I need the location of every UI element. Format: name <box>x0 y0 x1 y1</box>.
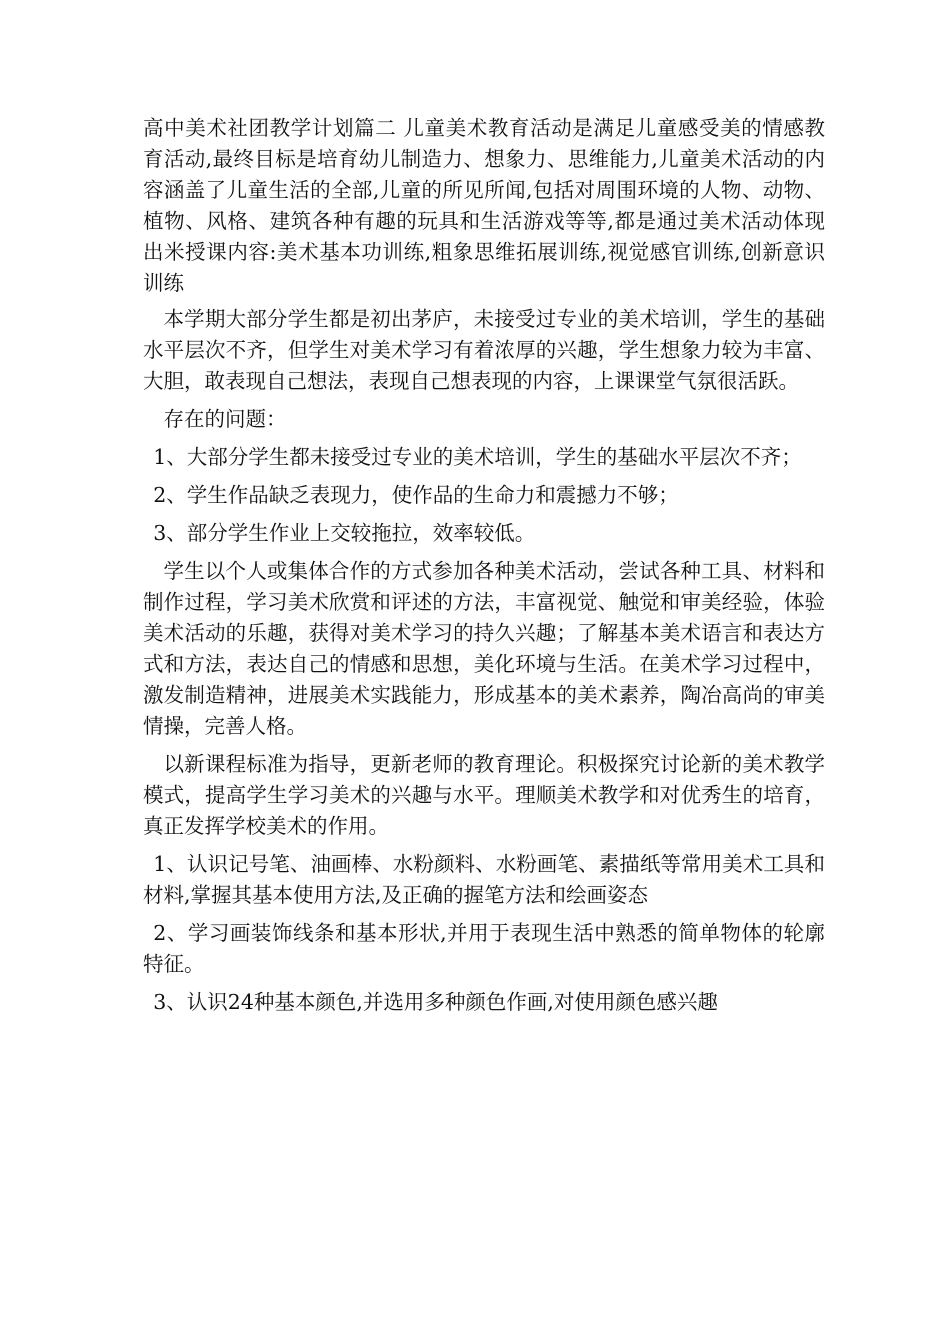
problem-item-3: 3、部分学生作业上交较拖拉，效率较低。 <box>153 521 536 545</box>
problem-item-2: 2、学生作品缺乏表现力，使作品的生命力和震撼力不够； <box>153 483 679 507</box>
document-body <box>143 113 825 1025</box>
intro-paragraph: 高中美术社团教学计划篇二 儿童美术教育活动是满足儿童感受美的情感教育活动,最终目标是培育幼儿制造力、想象力、思维能力,儿童美术活动的内容涵盖了儿童生活的全部,儿童的所见所闻,包括对周围环境的人物、动物、植物、风格、建筑各种有趣的玩具和生活游戏等等,都是通过美术活动体现出米授课内容:美术基本功训练,粗象思维拓展训练,视觉感官训练,创新意识训练 <box>143 116 825 295</box>
guidance-paragraph: 以新课程标准为指导，更新老师的教育理论。积极探究讨论新的美术教学模式，提高学生学习美术的兴趣与水平。理顺美术教学和对优秀生的培育，真正发挥学校美术的作用。 <box>143 752 825 838</box>
task-item-1: 1、认识记号笔、油画棒、水粉颜料、水粉画笔、素描纸等常用美术工具和材料,掌握其基本使用方法,及正确的握笔方法和绘画姿态 <box>143 852 825 907</box>
problem-item-1: 1、大部分学生都未接受过专业的美术培训，学生的基础水平层次不齐； <box>153 445 802 469</box>
learning-goals-paragraph: 学生以个人或集体合作的方式参加各种美术活动，尝试各种工具、材料和制作过程，学习美术欣赏和评述的方法，丰富视觉、触觉和审美经验，体验美术活动的乐趣，获得对美术学习的持久兴趣；了解基本美术语言和表达方式和方法，表达自己的情感和思想，美化环境与生活。在美术学习过程中，激发制造精神，进展美术实践能力，形成基本的美术素养，陶冶高尚的审美情操，完善人格。 <box>143 559 825 738</box>
task-item-2: 2、学习画装饰线条和基本形状,并用于表现生活中熟悉的简单物体的轮廓特征。 <box>143 921 825 976</box>
task-item-3: 3、认识24种基本颜色,并选用多种颜色作画,对使用颜色感兴趣 <box>153 990 718 1014</box>
problems-heading: 存在的问题： <box>163 407 287 431</box>
student-situation-paragraph: 本学期大部分学生都是初出茅庐，未接受过专业的美术培训，学生的基础水平层次不齐，但学生对美术学习有着浓厚的兴趣，学生想象力较为丰富、大胆，敢表现自己想法，表现自己想表现的内容，上课课堂气氛很活跃。 <box>143 307 825 393</box>
